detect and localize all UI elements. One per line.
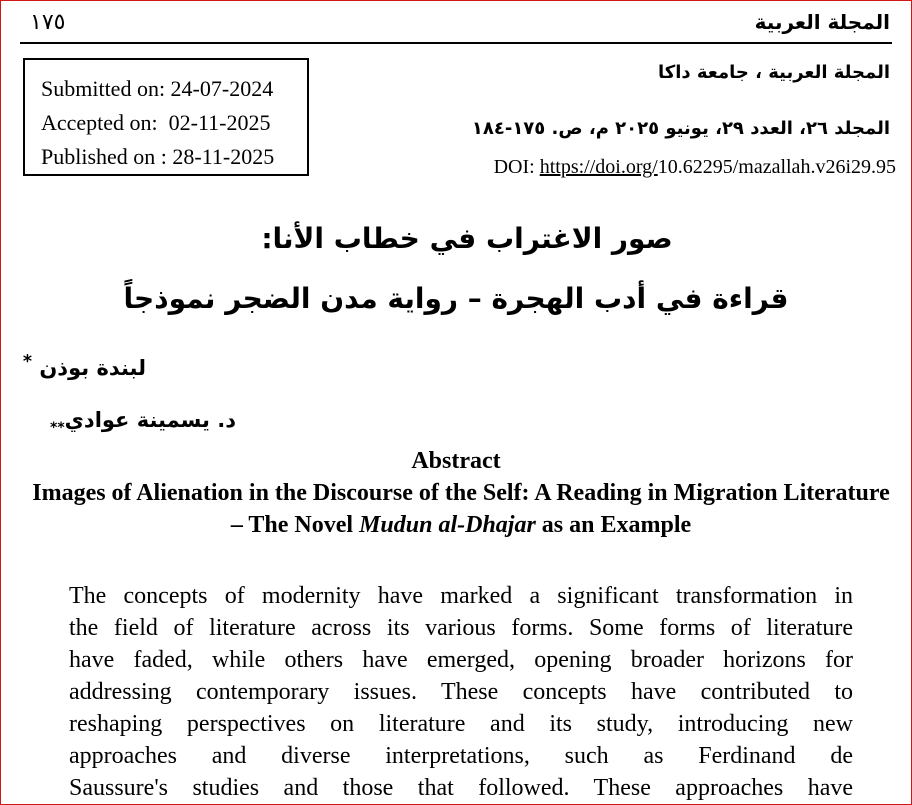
abstract-line: The concepts of modernity have marked a significant transformation in: [69, 583, 853, 609]
abstract-heading: Abstract: [411, 448, 501, 474]
header-rule: [20, 42, 892, 44]
journal-name: المجلة العربية ، جامعة داكا: [657, 62, 890, 83]
arabic-title-line-1: صور الاغتراب في خطاب الأنا:: [261, 222, 673, 255]
author-1: [23, 352, 146, 380]
doi-link[interactable]: https://doi.org/: [539, 156, 658, 178]
english-title-part-2: as an Example: [535, 512, 692, 538]
author-2-name: د. يسمينة عوادي: [64, 408, 236, 432]
page-number: ١٧٥: [30, 10, 66, 35]
abstract-line: the field of literature across its various forms. Some forms of literature: [69, 615, 853, 641]
abstract-line: have faded, while others have emerged, opening broader horizons for: [69, 647, 853, 673]
english-title: [24, 477, 898, 541]
abstract-body: [69, 580, 853, 804]
running-head: المجلة العربية: [754, 10, 890, 34]
author-2: [50, 408, 236, 436]
english-title-part-1: Images of Alienation in the Discourse of the Self: A Reading in Migration Literature – The Novel: [32, 480, 890, 538]
dates-box: [23, 58, 309, 176]
doi-line: [494, 156, 896, 179]
abstract-line: approaches and diverse interpretations, such as Ferdinand de: [69, 743, 853, 769]
published-date: Published on : 28-11-2025: [41, 144, 275, 169]
author-1-name: لبندة بوذن: [39, 356, 146, 380]
accepted-date: Accepted on: 02-11-2025: [41, 110, 271, 135]
volume-issue: المجلد ٢٦، العدد ٢٩، يونيو ٢٠٢٥ م، ص. ١٧٥-١٨٤: [471, 118, 890, 139]
author-2-footnote-mark[interactable]: **: [50, 420, 65, 437]
author-1-footnote-mark[interactable]: *: [22, 352, 33, 372]
doi-suffix: 10.62295/mazallah.v26i29.95: [657, 156, 896, 178]
english-title-italic: Mudun al-Dhajar: [359, 512, 536, 538]
abstract-line: Saussure's studies and those that followed. These approaches have: [69, 775, 853, 801]
arabic-title-line-2: قراءة في أدب الهجرة – رواية مدن الضجر نموذجاً: [123, 282, 789, 315]
submitted-date: Submitted on: 24-07-2024: [41, 76, 274, 101]
abstract-line: reshaping perspectives on literature and its study, introducing new: [69, 711, 853, 737]
doi-label: DOI:: [493, 156, 540, 178]
abstract-line: addressing contemporary issues. These concepts have contributed to: [69, 679, 853, 705]
